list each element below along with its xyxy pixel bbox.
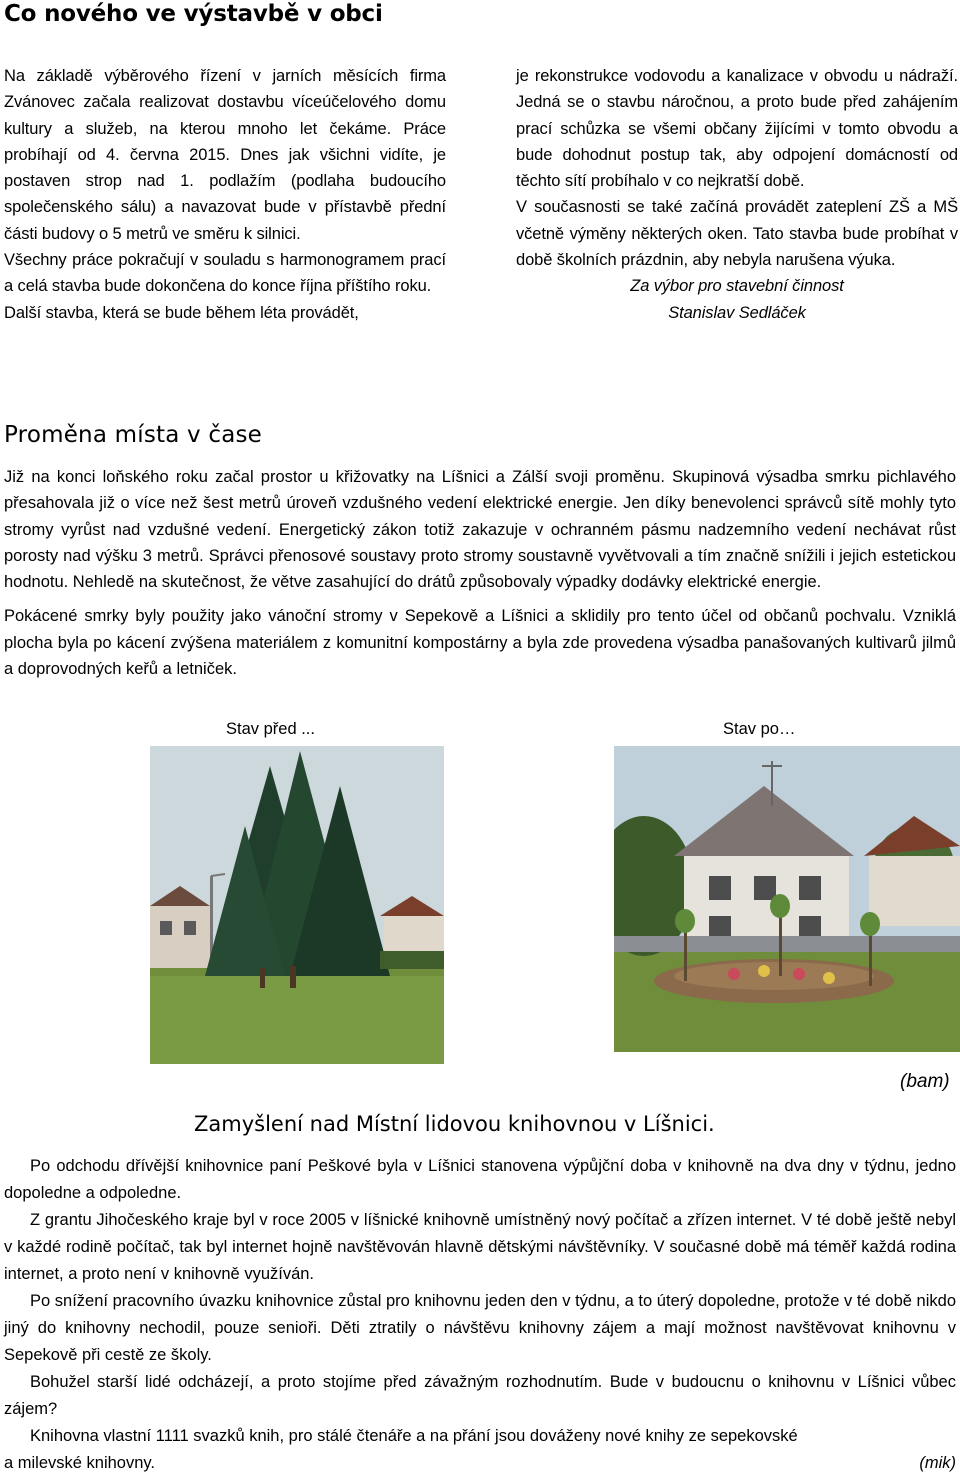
author-bam: (bam) — [900, 1071, 950, 1092]
paragraph: Bohužel starší lidé odcházejí, a proto stojíme před závažným rozhodnutím. Bude v budoucnu o knihovnu v Líšnici vůbec zájem? — [4, 1373, 956, 1418]
photo-before — [150, 746, 444, 1064]
article-right-column — [516, 63, 958, 326]
paragraph: je rekonstrukce vodovodu a kanalizace v obvodu u nádraží. Jedná se o stavbu náročnou, a proto bude před zahájením prací schůzka se všemi občany žijícími v tomto obvodu a bude dohodnut postup tak, aby odpojení domácností od těchto sítí probíhalo v co nejkratší době. — [516, 67, 958, 191]
paragraph: Již na konci loňského roku začal prostor u křižovatky na Líšnici a Zálší svoji proměnu. Skupinová výsadba smrku pichlavého přesahovala již o více než šest metrů úroveň vzdušného vedení elektrické energie. Jen díky benevolenci správců sítě mohly tyto stromy vyrůst nad vzdušné vedení. Energetický zákon totiž zakazuje v ochranném pásmu nadzemního vedení nechávat růst porosty nad výšku 3 metrů. Správci přenosové soustavy proto stromy soustavně vyvětvovali a tím značně snížili i jejich estetickou hodnotu. Nehledě na skutečnost, že větve zasahující do drátů způsobovaly výpadky dodávky elektrické energie. — [4, 468, 956, 592]
signature-name: Stanislav Sedláček — [668, 303, 806, 322]
article-title-place-change: Proměna místa v čase — [4, 422, 263, 448]
caption-after: Stav po… — [723, 720, 796, 738]
paragraph: Knihovna vlastní 1111 svazků knih, pro stálé čtenáře a na přání jsou dováženy nové knihy ze sepekovské — [30, 1427, 798, 1445]
caption-before: Stav před ... — [226, 720, 315, 738]
article-library-body — [4, 1153, 956, 1477]
paragraph: Po snížení pracovního úvazku knihovnice zůstal pro knihovnu jeden den v týdnu, a to úterý dopoledne, protože v té době nikdo jiný do knihovny nechodil, pouze senioři. Děti ztratily o návštěvu knihovny zájem a mají možnost navštěvovat knihovnu v Sepekově při cestě ze školy. — [4, 1292, 956, 1364]
paragraph: Všechny práce pokračují v souladu s harmonogramem prací a celá stavba bude dokončena do konce října příštího roku. — [4, 251, 446, 296]
photo-after — [614, 746, 960, 1052]
closing-line — [4, 1450, 956, 1477]
author-mik: (mik) — [919, 1454, 956, 1472]
paragraph: Další stavba, která se bude během léta provádět, — [4, 303, 359, 322]
last-line-text: a milevské knihovny. — [4, 1454, 156, 1472]
article-left-column — [4, 63, 446, 326]
paragraph: Pokácené smrky byly použity jako vánoční stromy v Sepekově a Líšnici a sklidily pro tento účel od občanů pochvalu. Vzniklá plocha byla po kácení zvýšena materiálem z komunitní kompostárny a byla zde provedena výsadba panašovaných kultivarů jilmů a doprovodných keřů a letniček. — [4, 607, 956, 679]
article-place-change-body — [4, 464, 956, 682]
paragraph: V současnosti se také začíná provádět zateplení ZŠ a MŠ včetně výměny některých oken. Tato stavba bude probíhat v době školních prázdnin, aby nebyla narušena výuka. — [516, 198, 958, 270]
signature-committee: Za výbor pro stavební činnost — [630, 277, 844, 296]
article-title-construction: Co nového ve výstavbě v obci — [4, 1, 383, 27]
paragraph: Na základě výběrového řízení v jarních měsících firma Zvánovec začala realizovat dostavbu víceúčelového domu kultury a služeb, na kterou mnoho let čekáme. Práce probíhají od 4. června 2015. Dnes jak všichni vidíte, je postaven strop nad 1. podlažím (podlaha budoucího společenského sálu) a navazovat bude v přístavbě přední části budovy o 5 metrů ve směru k silnici. — [4, 67, 446, 243]
paragraph: Po odchodu dřívější knihovnice paní Peškové byla v Líšnici stanovena výpůjční doba v knihovně na dva dny v týdnu, jedno dopoledne a odpoledne. — [4, 1157, 956, 1202]
article-title-library: Zamyšlení nad Místní lidovou knihovnou v Líšnici. — [194, 1112, 715, 1136]
paragraph: Z grantu Jihočeského kraje byl v roce 2005 v líšnické knihovně umístněný nový počítač a zřízen internet. V té době ještě nebyl v každé rodině počítač, tak byl internet hojně navštěvován hlavně dětskými návštěvníky. V současné době má téměř každá rodina internet, a proto není v knihovně využíván. — [4, 1211, 956, 1283]
